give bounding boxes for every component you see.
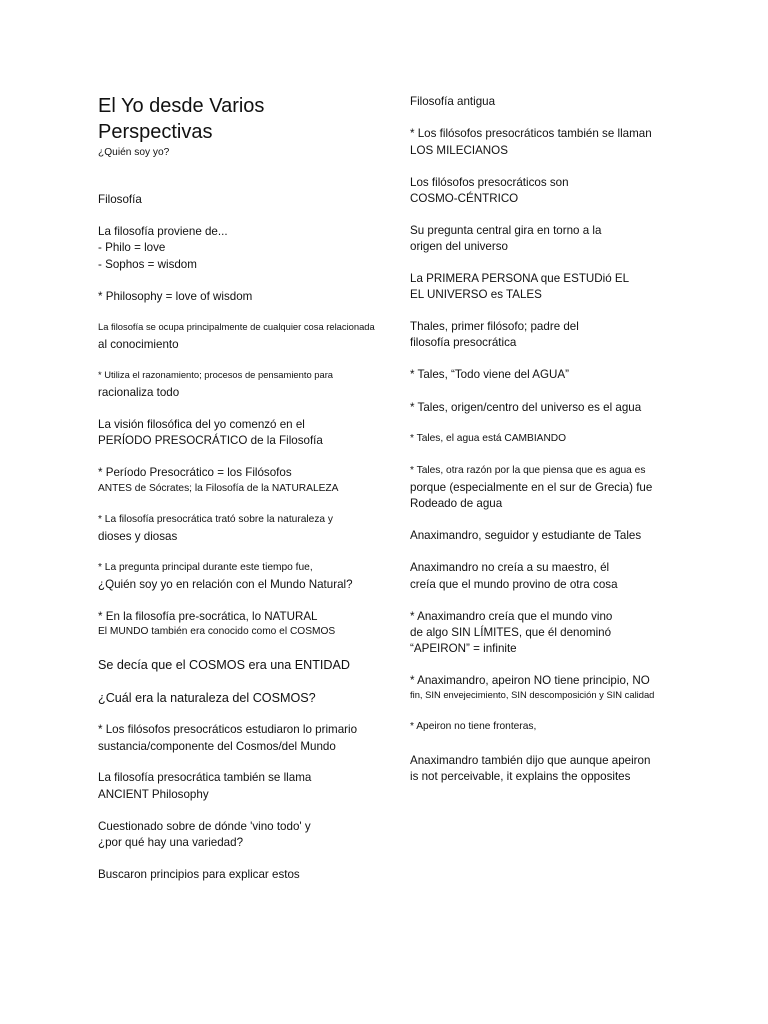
text-line: - Sophos = wisdom <box>98 258 197 271</box>
text-line: sustancia/componente del Cosmos/del Mundo <box>98 740 336 753</box>
text-line: * La filosofía presocrática trató sobre la naturaleza y <box>98 514 334 525</box>
text-line: La visión filosófica del yo comenzó en el <box>98 418 305 431</box>
text-line: * Utiliza el razonamiento; procesos de pensamiento para <box>98 369 334 380</box>
text-line: PERÍODO PRESOCRÁTICO de la Filosofía <box>98 434 323 447</box>
text-line: La PRIMERA PERSONA que ESTUDió EL <box>410 272 630 285</box>
text-line: * Anaximandro, apeiron NO tiene principio, NO <box>410 674 650 687</box>
text-line: dioses y diosas <box>98 530 178 543</box>
text-line: Cuestionado sobre de dónde 'vino todo' y <box>98 820 311 833</box>
text-line: * Anaximandro creía que el mundo vino <box>410 610 613 623</box>
text-line: La filosofía se ocupa principalmente de cualquier cosa relacionada <box>98 321 375 332</box>
text-line: LOS MILECIANOS <box>410 144 508 157</box>
text-line: Rodeado de agua <box>410 497 503 510</box>
text-line: * Los filósofos presocráticos estudiaron lo primario <box>98 723 358 736</box>
document-subtitle: ¿Quién soy yo? <box>98 147 170 158</box>
text-line: Se decía que el COSMOS era una ENTIDAD <box>98 658 350 672</box>
text-line: racionaliza todo <box>98 386 180 399</box>
text-line: La filosofía proviene de... <box>98 225 228 238</box>
section-heading: Filosofía <box>98 193 142 206</box>
text-line: fin, SIN envejecimiento, SIN descomposición y SIN calidad <box>410 689 655 700</box>
text-line: Thales, primer filósofo; padre del <box>410 320 579 333</box>
text-line: ANCIENT Philosophy <box>98 788 209 801</box>
text-line: ¿Cuál era la naturaleza del COSMOS? <box>98 691 316 705</box>
text-line: EL UNIVERSO es TALES <box>410 288 542 301</box>
text-line: filosofía presocrática <box>410 336 517 349</box>
text-line: ¿Quién soy yo en relación con el Mundo Natural? <box>98 578 353 591</box>
text-line: is not perceivable, it explains the opposites <box>410 770 631 783</box>
document-title-line-1: El Yo desde Varios <box>98 95 265 117</box>
text-line: * En la filosofía pre-socrática, lo NATURAL <box>98 610 318 623</box>
document-title-line-2: Perspectivas <box>98 121 213 143</box>
text-line: * La pregunta principal durante este tiempo fue, <box>98 562 313 573</box>
text-line: ANTES de Sócrates; la Filosofía de la NATURALEZA <box>98 483 339 494</box>
text-line: * Tales, el agua está CAMBIANDO <box>410 433 567 444</box>
text-line: al conocimiento <box>98 338 179 351</box>
text-line: * Apeiron no tiene fronteras, <box>410 721 537 732</box>
text-line: * Los filósofos presocráticos también se llaman <box>410 127 652 140</box>
text-line: * Tales, otra razón por la que piensa que es agua es <box>410 465 646 476</box>
text-line: Anaximandro también dijo que aunque apeiron <box>410 754 651 767</box>
text-line: Anaximandro no creía a su maestro, él <box>410 561 610 574</box>
text-line: El MUNDO también era conocido como el COSMOS <box>98 626 336 637</box>
text-line: Anaximandro, seguidor y estudiante de Tales <box>410 529 642 542</box>
text-line: “APEIRON” = infinite <box>410 642 517 655</box>
text-line: COSMO-CÉNTRICO <box>410 192 519 205</box>
text-line: origen del universo <box>410 240 508 253</box>
text-line: porque (especialmente en el sur de Grecia) fue <box>410 481 653 494</box>
text-line: de algo SIN LÍMITES, que él denominó <box>410 626 612 639</box>
text-line: La filosofía presocrática también se llama <box>98 771 312 784</box>
text-line: * Período Presocrático = los Filósofos <box>98 466 292 479</box>
text-line: ¿por qué hay una variedad? <box>98 836 244 849</box>
text-line: Su pregunta central gira en torno a la <box>410 224 602 237</box>
text-line: * Tales, origen/centro del universo es el agua <box>410 401 642 414</box>
text-line: creía que el mundo provino de otra cosa <box>410 578 618 591</box>
text-line: * Philosophy = love of wisdom <box>98 290 253 303</box>
section-heading: Filosofía antigua <box>410 95 496 108</box>
text-line: Buscaron principios para explicar estos <box>98 868 300 881</box>
text-line: * Tales, “Todo viene del AGUA” <box>410 368 569 381</box>
text-line: - Philo = love <box>98 241 166 254</box>
text-line: Los filósofos presocráticos son <box>410 176 569 189</box>
